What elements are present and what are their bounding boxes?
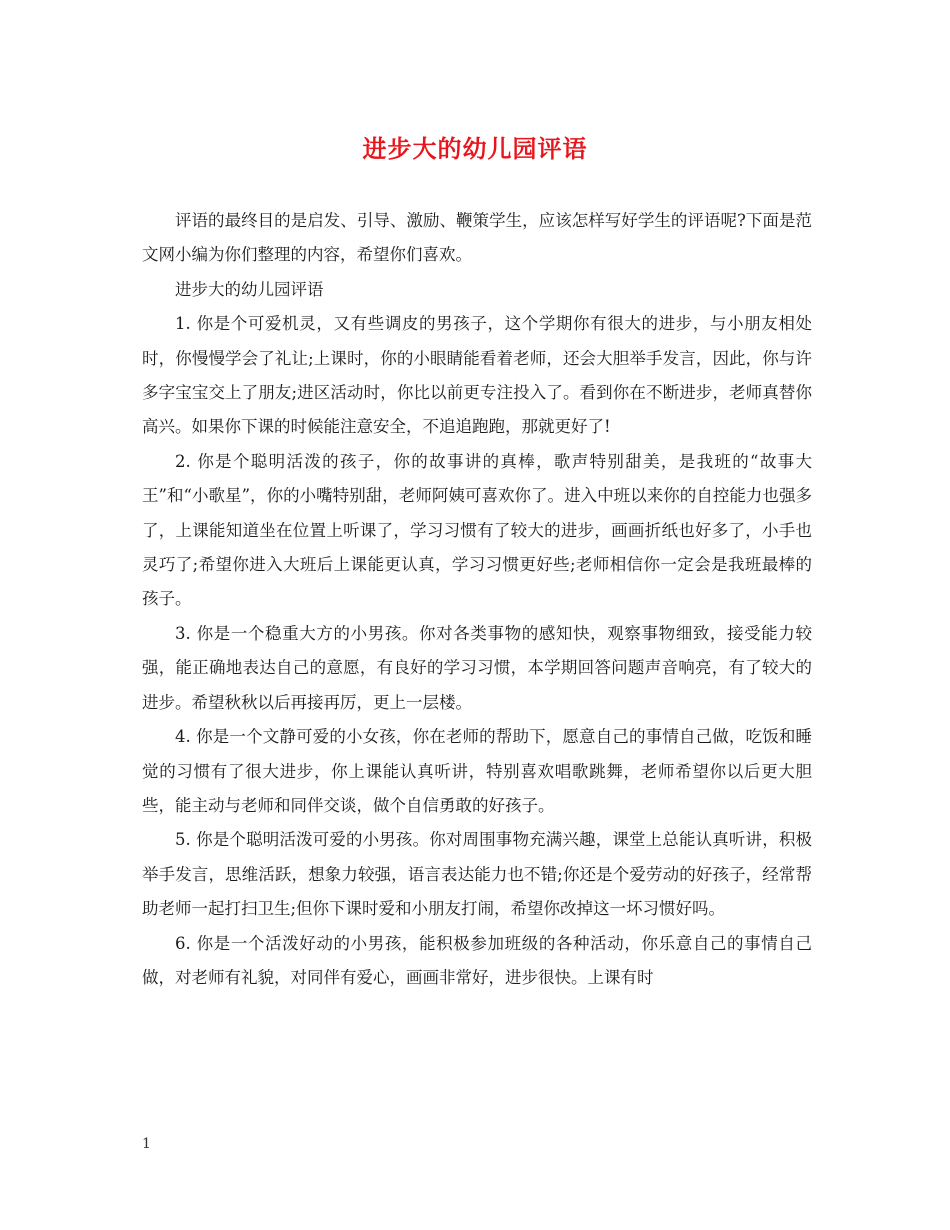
comment-paragraph-3: 3. 你是一个稳重大方的小男孩。你对各类事物的感知快，观察事物细致，接受能力较强，能正确地表达自己的意愿，有良好的学习习惯，本学期回答问题声音响亮，有了较大的进步。希望秋秋以后再接再厉，更上一层楼。 <box>142 623 812 712</box>
comment-paragraph-4: 4. 你是一个文静可爱的小女孩，你在老师的帮助下，愿意自己的事情自己做，吃饭和睡觉的习惯有了很大进步，你上课能认真听讲，特别喜欢唱歌跳舞，老师希望你以后更大胆些，能主动与老师和同伴交谈，做个自信勇敢的好孩子。 <box>142 727 812 815</box>
comment-paragraph-2: 2. 你是个聪明活泼的孩子，你的故事讲的真棒，歌声特别甜美，是我班的“故事大王”和“小歌星”，你的小嘴特别甜，老师阿姨可喜欢你了。进入中班以来你的自控能力也强多了，上课能知道坐在位置上听课了，学习习惯有了较大的进步，画画折纸也好多了，小手也灵巧了;希望你进入大班后上课能更认真，学习习惯更好些;老师相信你一定会是我班最棒的孩子。 <box>142 451 812 609</box>
comment-paragraph-5: 5. 你是个聪明活泼可爱的小男孩。你对周围事物充满兴趣，课堂上总能认真听讲，积极举手发言，思维活跃，想象力较强，语言表达能力也不错;你还是个爱劳动的好孩子，经常帮助老师一起打扫卫生;但你下课时爱和小朋友打闹，希望你改掉这一坏习惯好吗。 <box>142 830 812 919</box>
comment-paragraph-6: 6. 你是一个活泼好动的小男孩，能积极参加班级的各种活动，你乐意自己的事情自己做，对老师有礼貌，对同伴有爱心，画画非常好，进步很快。上课有时 <box>142 933 812 987</box>
document-title: 进步大的幼儿园评语 <box>362 135 588 163</box>
document-body <box>142 204 812 995</box>
section-heading: 进步大的幼儿园评语 <box>175 279 324 299</box>
page-number: 1 <box>142 1136 151 1152</box>
intro-paragraph: 评语的最终目的是启发、引导、激励、鞭策学生，应该怎样写好学生的评语呢?下面是范文网小编为你们整理的内容，希望你们喜欢。 <box>142 211 812 265</box>
comment-paragraph-1: 1. 你是个可爱机灵，又有些调皮的男孩子，这个学期你有很大的进步，与小朋友相处时，你慢慢学会了礼让;上课时，你的小眼睛能看着老师，还会大胆举手发言，因此，你与许多字宝宝交上了朋友;进区活动时，你比以前更专注投入了。看到你在不断进步，老师真替你高兴。如果你下课的时候能注意安全，不追追跑跑，那就更好了! <box>142 314 812 437</box>
